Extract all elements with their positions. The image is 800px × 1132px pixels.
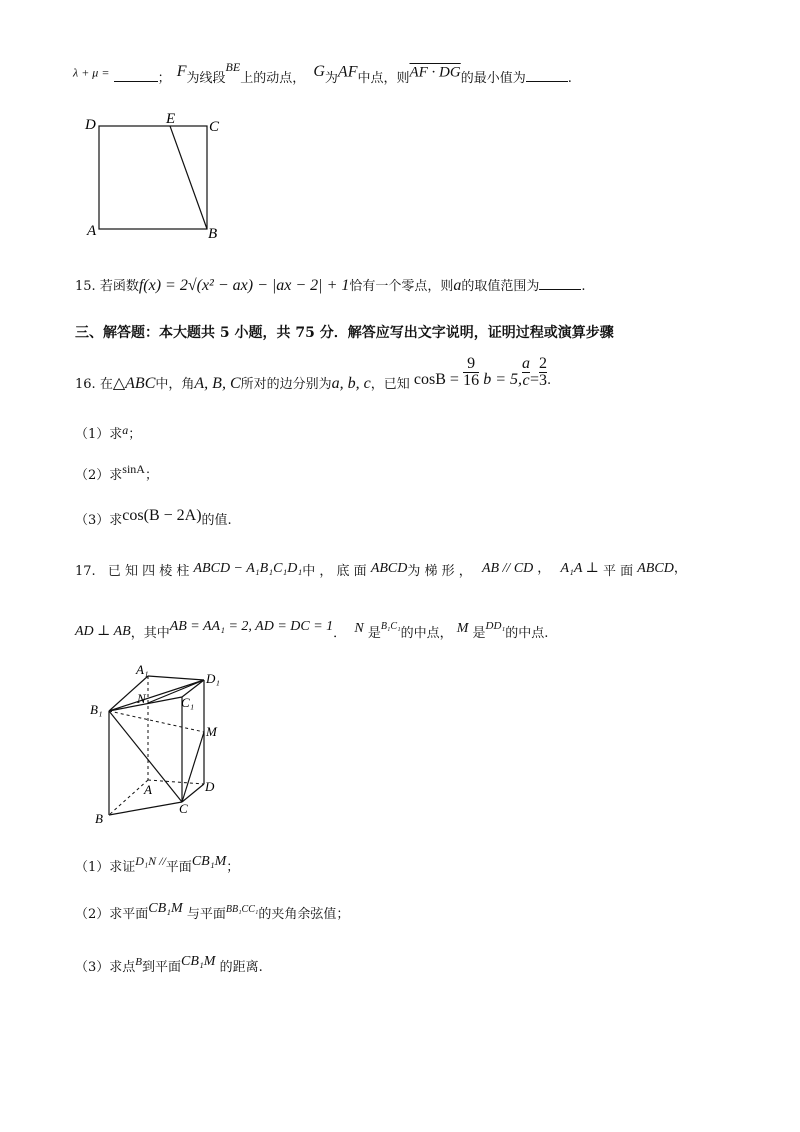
q17-t2: 中 ， 底 面: [302, 564, 367, 579]
q17-p3-label: （3）求点: [75, 960, 136, 975]
q17-p2-end: 的夹角余弦值；: [258, 907, 350, 922]
q16-angles: A, B, C: [194, 375, 241, 392]
problem-17-line1: [75, 557, 687, 577]
q17-p1-var: CB₁M: [191, 854, 227, 869]
edge-A1D1: [148, 676, 204, 680]
num-2: 2: [539, 355, 548, 372]
edge-NC1: [148, 680, 204, 703]
q17-p2-var2: BB₁CC₁: [225, 904, 259, 915]
q16-b5: b = 5,: [483, 371, 522, 388]
q17-prism: ABCD − A₁B₁C₁D₁: [193, 561, 303, 576]
q16-p2-label: （2）求: [75, 468, 123, 483]
den-c: c: [522, 372, 530, 389]
q17-is2: 是: [472, 626, 486, 641]
rect-abcd: [99, 126, 207, 229]
num-a: a: [522, 355, 530, 372]
period: .: [547, 373, 552, 388]
label-D: D: [85, 117, 96, 133]
period: .: [567, 71, 572, 87]
q15-mid: 恰有一个零点，则: [349, 279, 454, 294]
problem-15: [75, 275, 586, 295]
segment-EB: [170, 126, 207, 229]
q17-mid1: 的中点，: [400, 626, 453, 641]
q17-p2-mid: 与平面: [186, 907, 226, 922]
label-A: A: [87, 223, 97, 239]
period: .: [581, 279, 586, 294]
frac-2-3: [539, 356, 547, 389]
q16-t4: ，已知: [370, 377, 410, 392]
label-B1: B₁: [90, 702, 103, 717]
label-C: C: [179, 801, 188, 816]
dot-product-expr: AF · DG: [409, 64, 461, 81]
q17-lengths: AB = AA₁ = 2, AD = DC = 1: [169, 619, 334, 634]
q15-function: f(x) = 2√(x² − ax) − |ax − 2| + 1: [138, 277, 350, 294]
q17-p1-expr: D₁N //: [135, 854, 166, 868]
edge-MC: [182, 732, 204, 802]
answer-blank-15: [539, 289, 581, 290]
equals: =: [530, 371, 540, 388]
q17-p1-label: （1）求证: [75, 860, 136, 875]
q16-t1: 在: [99, 377, 113, 392]
q15-post: 的取值范围为: [461, 279, 540, 294]
q17-l2-t2: ．: [333, 626, 347, 641]
q17-t1: 已 知 四 棱 柱: [107, 564, 190, 579]
q17-M: M: [456, 621, 469, 636]
q16-t2: 中，角: [155, 377, 195, 392]
label-N: N: [137, 691, 146, 706]
var-BE: BE: [225, 60, 241, 74]
q16-t3: 所对的边分别为: [240, 377, 332, 392]
q17-p3-B: B: [135, 956, 143, 968]
q17-comma2: ，: [673, 561, 687, 576]
q16-p2-end: ；: [144, 468, 158, 483]
text-midpoint: 中点，则: [357, 71, 410, 87]
q16-p2-var: sinA: [122, 462, 145, 476]
q17-number: 17.: [75, 564, 96, 579]
q16-part-2: [75, 458, 158, 483]
q16-triangle: △ABC: [112, 375, 156, 392]
q17-abcd2: ABCD: [637, 561, 674, 576]
text-moving-point: 上的动点，: [240, 71, 306, 87]
q17-parallel: AB // CD: [481, 561, 534, 576]
edge-BC: [109, 802, 182, 815]
label-A1: A₁: [136, 662, 149, 677]
q16-number: 16.: [75, 377, 96, 392]
var-AF: AF: [337, 63, 358, 81]
q15-var-a: a: [453, 277, 462, 294]
q17-p2-var: CB₁M: [148, 901, 183, 916]
q17-part-2: [75, 897, 350, 922]
den-3: 3: [539, 372, 548, 389]
q16-p1-label: （1）求: [75, 427, 123, 442]
q16-p3-label: （3）求: [75, 513, 123, 528]
frac-a-c: [522, 356, 530, 389]
q17-part-1: [75, 850, 240, 875]
q14-tail-line: [73, 60, 572, 87]
q17-comma: ，: [537, 561, 551, 576]
q17-perp: A₁A ⊥: [560, 561, 599, 576]
q17-p1-plane: 平面: [165, 860, 192, 875]
q16-part-1: [75, 423, 141, 442]
label-M: M: [206, 724, 217, 739]
edge-AB-hidden: [109, 780, 148, 815]
q16-part-3: [75, 505, 232, 528]
q15-pre: 若函数: [99, 279, 139, 294]
q17-t3: 为 梯 形 ，: [407, 564, 472, 579]
num-9: 9: [463, 356, 479, 373]
var-G: G: [313, 63, 325, 81]
q17-p1-end: ；: [226, 860, 240, 875]
q17-DD1: DD₁: [485, 620, 506, 632]
q16-p3-var: cos(B − 2A): [122, 507, 202, 524]
text-segment: 为线段: [186, 71, 226, 87]
q17-t4: 平 面: [602, 564, 634, 579]
q17-B1C1: B₁C₁: [380, 621, 401, 632]
q17-l2-t1: ，其中: [130, 626, 170, 641]
q16-p1-end: ；: [128, 427, 142, 442]
figure-prism: [88, 660, 238, 830]
q17-p3-var: CB₁M: [181, 954, 216, 969]
lambda-mu-expr: λ + μ =: [73, 65, 110, 80]
q16-cosB: cosB =: [413, 371, 459, 388]
label-D: D: [205, 779, 215, 794]
label-A: A: [144, 782, 152, 797]
q17-abcd: ABCD: [370, 561, 408, 576]
label-B: B: [208, 226, 218, 242]
q17-p3-mid: 到平面: [142, 960, 182, 975]
frac-9-16: [463, 356, 479, 389]
label-B: B: [95, 811, 103, 826]
text-wei: 为: [324, 71, 338, 87]
label-D1: D₁: [206, 671, 220, 686]
q15-number: 15.: [75, 279, 96, 294]
answer-blank-2: [526, 81, 568, 82]
q17-p2-label: （2）求平面: [75, 907, 149, 922]
q17-ad-perp-ab: AD ⊥ AB: [75, 624, 131, 639]
section-3-heading: 三、解答题：本大题共 5 小题，共 75 分．解答应写出文字说明，证明过程或演算步骤: [75, 325, 614, 341]
edge-AD-hidden: [148, 780, 204, 784]
problem-17-line2: [75, 620, 548, 640]
text-min-value: 的最小值为: [460, 71, 526, 87]
problem-16-stem: [75, 355, 552, 392]
answer-blank-1: [114, 81, 158, 82]
q17-is: 是: [367, 626, 381, 641]
q17-N: N: [354, 621, 364, 636]
den-16: 16: [463, 372, 480, 389]
q17-p3-end: 的距离.: [219, 960, 263, 975]
q16-p1-var: a: [122, 423, 129, 437]
label-C: C: [209, 119, 220, 135]
label-E: E: [166, 111, 176, 127]
figure-rectangle: [80, 108, 230, 243]
q16-sides: a, b, c: [331, 375, 371, 392]
punct: ；: [157, 71, 171, 87]
q16-p3-end: 的值.: [201, 513, 232, 528]
var-F: F: [176, 63, 187, 81]
label-C1: C₁: [181, 695, 195, 710]
q17-mid2: 的中点.: [505, 626, 549, 641]
q17-part-3: [75, 950, 263, 975]
